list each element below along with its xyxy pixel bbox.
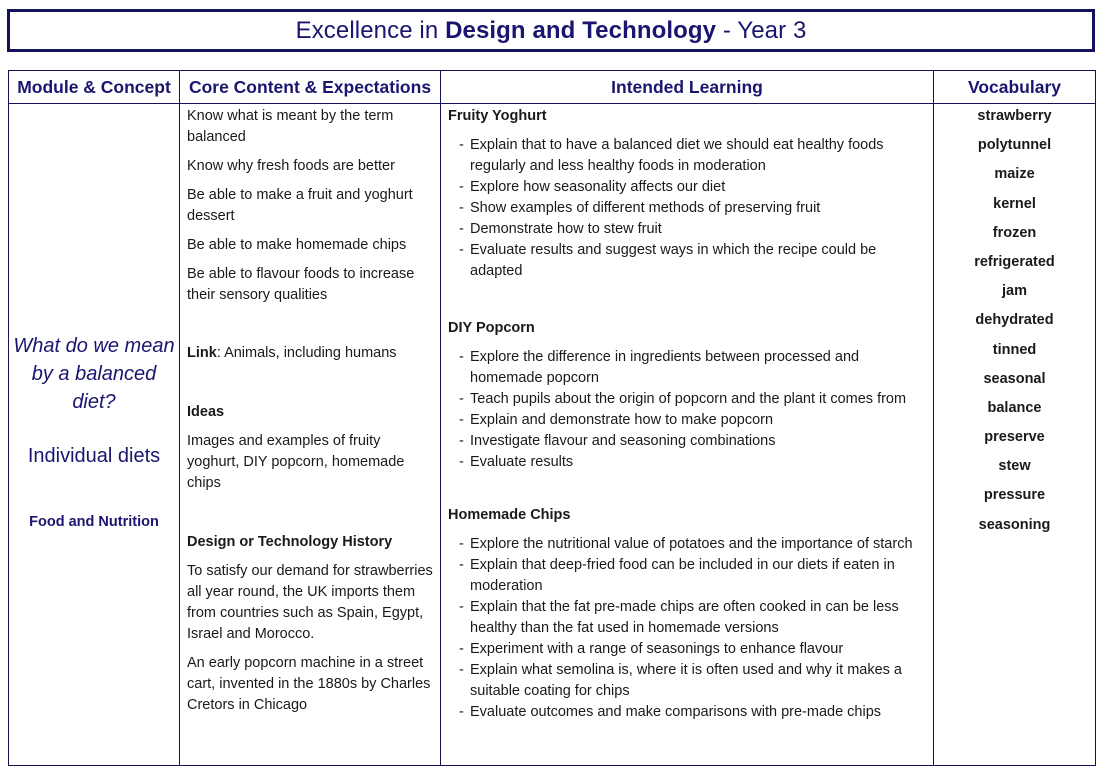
module-concept-cell [9, 104, 180, 766]
vocab-word: pressure [983, 487, 1046, 504]
vocab-word: seasoning [978, 516, 1051, 533]
title-prefix: Excellence in [295, 16, 446, 44]
vocab-word: jam [1002, 283, 1027, 300]
learning-list [459, 534, 927, 723]
learning-list [459, 347, 927, 473]
header-vocabulary: Vocabulary [934, 71, 1096, 104]
vocab-word: kernel [993, 195, 1036, 212]
learning-list [459, 135, 927, 282]
learning-item: - Explore the difference in ingredients between processed and homemade popcorn [459, 347, 927, 389]
section-title: Fruity Yoghurt [448, 108, 547, 124]
module-area: Food and Nutrition [29, 514, 159, 530]
expectation-item: Be able to flavour foods to increase their sensory qualities [187, 266, 415, 303]
learning-item: - Explain and demonstrate how to make popcorn [459, 410, 927, 431]
link-text: : Animals, including humans [216, 345, 397, 361]
learning-item: - Investigate flavour and seasoning combinations [459, 431, 927, 452]
vocab-word: frozen [992, 224, 1037, 241]
page-title [7, 9, 1095, 52]
learning-item: - Evaluate results [459, 452, 927, 473]
learning-item: - Experiment with a range of seasonings to enhance flavour [459, 639, 927, 660]
learning-item: - Evaluate outcomes and make comparisons with pre-made chips [459, 702, 927, 723]
learning-item: - Teach pupils about the origin of popcorn and the plant it comes from [459, 389, 927, 410]
expectation-item: Know why fresh foods are better [187, 158, 395, 174]
vocab-word: tinned [992, 341, 1037, 358]
vocab-word: dehydrated [975, 312, 1054, 329]
expectation-item: Know what is meant by the term balanced [187, 108, 394, 145]
vocab-word: stew [998, 458, 1031, 475]
link-label: Link [187, 345, 217, 361]
title-subject: Design and Technology [445, 16, 717, 44]
header-module-concept: Module & Concept [9, 71, 180, 104]
link-line [187, 343, 434, 364]
expectation-item: Be able to make homemade chips [187, 237, 407, 253]
learning-item: - Explain that the fat pre-made chips are often cooked in can be less healthy than the fat used in homemade versions [459, 597, 927, 639]
section-title: Homemade Chips [448, 507, 571, 523]
learning-item: - Explore the nutritional value of potatoes and the importance of starch [459, 534, 927, 555]
learning-item: - Explore how seasonality affects our diet [459, 177, 927, 198]
title-suffix: - Year 3 [716, 16, 807, 44]
intended-learning-cell [441, 104, 934, 766]
curriculum-table [8, 70, 1096, 766]
header-core-content: Core Content & Expectations [180, 71, 441, 104]
module-subtitle: Individual diets [27, 445, 161, 467]
vocabulary-cell [934, 104, 1096, 766]
vocab-word: preserve [984, 429, 1045, 446]
vocab-word: maize [994, 166, 1035, 183]
header-row [9, 71, 1096, 104]
learning-item: - Explain that to have a balanced diet we should eat healthy foods regularly and less healthy foods in moderation [459, 135, 927, 177]
learning-section-homemade-chips [448, 505, 927, 723]
learning-section-diy-popcorn [448, 318, 927, 473]
module-question: What do we mean by a balanced diet? [13, 335, 175, 413]
header-intended-learning: Intended Learning [441, 71, 934, 104]
core-content-cell [180, 104, 441, 766]
learning-section-fruity-yoghurt [448, 106, 927, 282]
expectation-item: Be able to make a fruit and yoghurt dessert [187, 187, 413, 224]
vocab-word: refrigerated [974, 253, 1055, 270]
ideas-text: Images and examples of fruity yoghurt, DIY popcorn, homemade chips [187, 433, 405, 491]
vocab-word: balance [987, 399, 1042, 416]
content-row [9, 104, 1096, 766]
vocab-word: strawberry [977, 108, 1052, 124]
history-item: An early popcorn machine in a street cart, invented in the 1880s by Charles Cretors in Chicago [187, 655, 431, 713]
history-item: To satisfy our demand for strawberries all year round, the UK imports them from countries such as Spain, Egypt, Israel and Morocco. [187, 563, 433, 642]
vocab-word: polytunnel [977, 137, 1052, 154]
learning-item: - Show examples of different methods of preserving fruit [459, 198, 927, 219]
vocab-word: seasonal [983, 370, 1046, 387]
learning-item: - Explain that deep-fried food can be included in our diets if eaten in moderation [459, 555, 927, 597]
learning-item: - Explain what semolina is, where it is often used and why it makes a suitable coating for chips [459, 660, 927, 702]
section-title: DIY Popcorn [448, 320, 535, 336]
learning-item: - Evaluate results and suggest ways in which the recipe could be adapted [459, 240, 927, 282]
learning-item: - Demonstrate how to stew fruit [459, 219, 927, 240]
history-heading: Design or Technology History [187, 534, 393, 550]
ideas-heading: Ideas [187, 404, 225, 420]
